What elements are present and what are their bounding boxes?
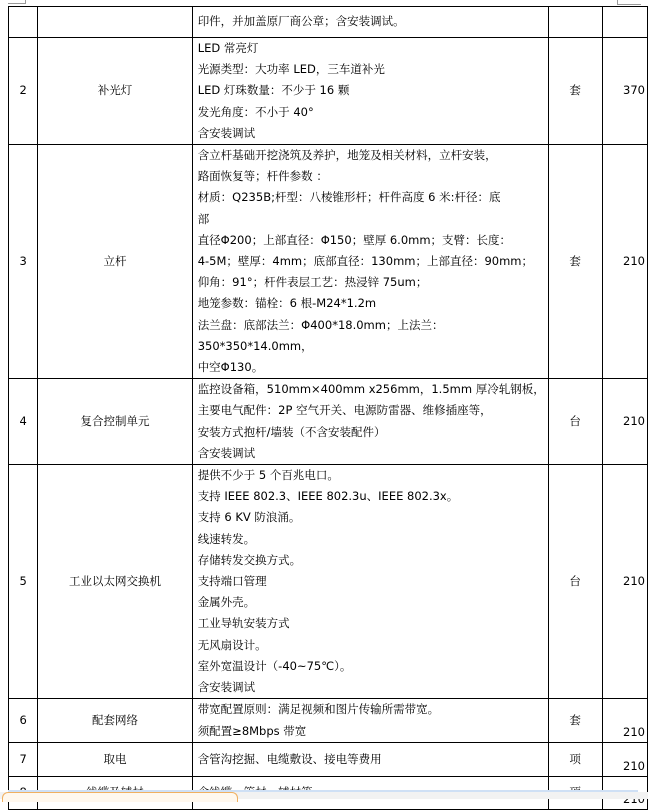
item-quantity-cell: 370 (602, 38, 647, 145)
item-description-cell (192, 38, 548, 145)
item-description-cell (192, 145, 548, 379)
item-name-cell: 配套网络 (38, 699, 192, 742)
item-number-cell: 5 (9, 465, 38, 699)
description-line: 含安装调试 (197, 680, 256, 695)
description-line: 350*350*14.0mm， (197, 338, 313, 353)
item-number-cell: 7 (9, 742, 38, 776)
item-unit-cell: 套 (548, 145, 602, 379)
description-line: 无风扇设计。 (197, 637, 267, 652)
description-line: 部 (197, 211, 210, 226)
description-line: 印件，并加盖原厂商公章；含安装调试。 (197, 14, 405, 29)
item-number-cell: 4 (9, 379, 38, 465)
table-row (9, 145, 648, 379)
table-row (9, 742, 648, 776)
description-line: 须配置≥8Mbps 带宽 (197, 723, 307, 738)
description-line: 金属外壳。 (197, 595, 256, 610)
description-line: 含安装调试 (197, 125, 256, 140)
item-unit-cell: 套 (548, 699, 602, 742)
item-name-cell: 取电 (38, 742, 192, 776)
description-line: 支持 IEEE 802.3、IEEE 802.3u、IEEE 802.3x。 (197, 489, 459, 504)
item-unit-cell: 台 (548, 465, 602, 699)
item-number-cell: 3 (9, 145, 38, 379)
description-line: 安装方式抱杆/墙装（不含安装配件） (197, 424, 386, 439)
item-unit-cell: 套 (548, 38, 602, 145)
description-line: 工业导轨安装方式 (197, 616, 290, 631)
item-description-cell (192, 699, 548, 742)
item-quantity-cell: 210 (602, 465, 647, 699)
item-number-cell (9, 7, 38, 38)
description-line: 线速转发。 (197, 531, 256, 546)
table-row (9, 379, 648, 465)
description-line: 地笼参数：锚栓：6 根-M24*1.2m (197, 296, 377, 311)
description-line: 路面恢复等；杆件参数 ： (197, 169, 328, 184)
description-line: 含管沟挖掘、电缆敷设、接电等费用 (197, 751, 382, 766)
description-line: 法兰盘：底部法兰：Φ400*18.0mm；上法兰： (197, 317, 444, 332)
item-description-cell (192, 7, 548, 38)
item-quantity-cell: 210 (602, 742, 647, 776)
page-corner-mark-right (617, 0, 641, 5)
description-line: 支持 6 KV 防浪涌。 (197, 510, 301, 525)
description-line: 存储转发交换方式。 (197, 552, 302, 567)
item-name-cell: 补光灯 (38, 38, 192, 145)
item-description-cell (192, 379, 548, 465)
item-name-cell: 立杆 (38, 145, 192, 379)
description-line: 仰角：91°；杆件表层工艺：热浸锌 75um； (197, 275, 428, 290)
item-quantity-cell: 210 (602, 699, 647, 742)
description-line: 材质：Q235B;杆型：八棱锥形杆；杆件高度 6 米:杆径：底 (197, 190, 501, 205)
item-unit-cell: 项 (548, 742, 602, 776)
description-line: 提供不少于 5 个百兆电口。 (197, 468, 339, 483)
item-quantity-cell (602, 7, 647, 38)
item-name-cell (38, 7, 192, 38)
table-row (9, 38, 648, 145)
item-number-cell: 2 (9, 38, 38, 145)
description-line: 支持端口管理 (197, 574, 267, 589)
description-line: 中空Φ130。 (197, 360, 264, 375)
description-line: 主要电气配件：2P 空气开关、电源防雷器、维修插座等， (197, 403, 492, 418)
item-name-cell: 工业以太网交换机 (38, 465, 192, 699)
item-name-cell: 复合控制单元 (38, 379, 192, 465)
description-line: 含立杆基础开挖浇筑及养护，地笼及相关材料，立杆安装， (197, 148, 497, 163)
item-number-cell: 6 (9, 699, 38, 742)
table-row (9, 7, 648, 38)
table-row (9, 465, 648, 699)
description-line: 直径Φ200；上部直径：Φ150；壁厚 6.0mm；支臂：长度： (197, 232, 512, 247)
item-quantity-cell: 210 (602, 379, 647, 465)
description-line: 带宽配置原则：满足视频和图片传输所需带宽。 (197, 702, 440, 717)
description-line: 监控设备箱，510mm×400mm x256mm，1.5mm 厚冷轧钢板， (197, 382, 545, 397)
description-line: 发光角度：不小于 40° (197, 104, 314, 119)
table-row (9, 699, 648, 742)
description-line: LED 灯珠数量：不少于 16 颗 (197, 83, 350, 98)
item-description-cell (192, 742, 548, 776)
item-unit-cell: 台 (548, 379, 602, 465)
spec-table (8, 6, 648, 810)
item-quantity-cell: 210 (602, 145, 647, 379)
description-line: 室外宽温设计（-40~75℃）。 (197, 658, 352, 673)
bottom-tab[interactable] (2, 792, 238, 802)
description-line: 4-5M；壁厚：4mm；底部直径：130mm；上部直径：90mm； (197, 254, 534, 269)
item-description-cell (192, 465, 548, 699)
description-line: LED 常亮灯 (197, 41, 259, 55)
description-line: 光源类型：大功率 LED，三车道补光 (197, 62, 385, 77)
item-unit-cell (548, 7, 602, 38)
page-corner-mark-left (8, 0, 26, 4)
description-line: 含安装调试 (197, 445, 256, 460)
